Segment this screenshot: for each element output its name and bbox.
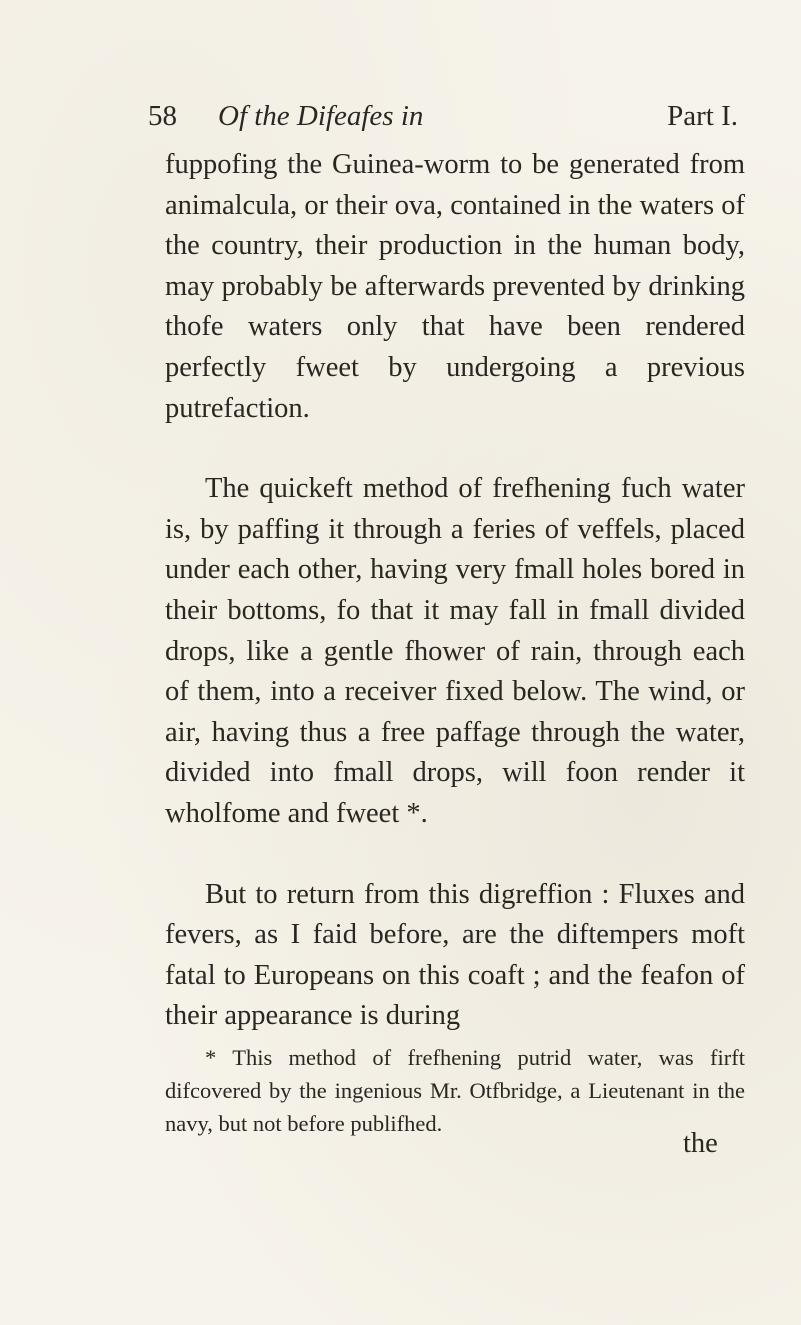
- paragraph-freshening-method: The quickeft method of frefhening fuch water is, by paffing it through a feries of veffels, placed under each other, having very fmall holes bored in their bottoms, fo that it may fall in fmall divided drops, like a gentle fhower of rain, through each of them, into a receiver fixed below. The wind, or air, having thus a free paffage through the water, divided into fmall drops, will foon render it wholfome and fweet *.: [165, 473, 745, 829]
- paragraph-fluxes-fevers: But to return from this digreffion : Fluxes and fevers, as I faid before, are the diftempers moft fatal to Europeans on this coaft ; and the feafon of their appearance is during: [165, 878, 745, 1032]
- page-number: 58: [148, 100, 177, 132]
- part-label: Part I.: [667, 100, 738, 132]
- running-title: Of the Difeafes in: [218, 100, 424, 132]
- catchword: the: [683, 1128, 718, 1159]
- paragraph-spacer: [165, 835, 745, 875]
- page-header: [148, 100, 738, 142]
- paragraph-spacer: [165, 429, 745, 469]
- body-text: [165, 145, 745, 1037]
- footnote: * This method of frefhening putrid water, was firft difcovered by the ingenious Mr. Otfbridge, a Lieutenant in the navy, but not before publifhed.: [165, 1044, 745, 1136]
- paragraph-continuation: fuppofing the Guinea-worm to be generated from animalcula, or their ova, contained in the waters of the country, their production in the human body, may probably be afterwards prevented by drinking thofe waters only that have been rendered perfectly fweet by undergoing a previous putrefaction.: [165, 149, 745, 424]
